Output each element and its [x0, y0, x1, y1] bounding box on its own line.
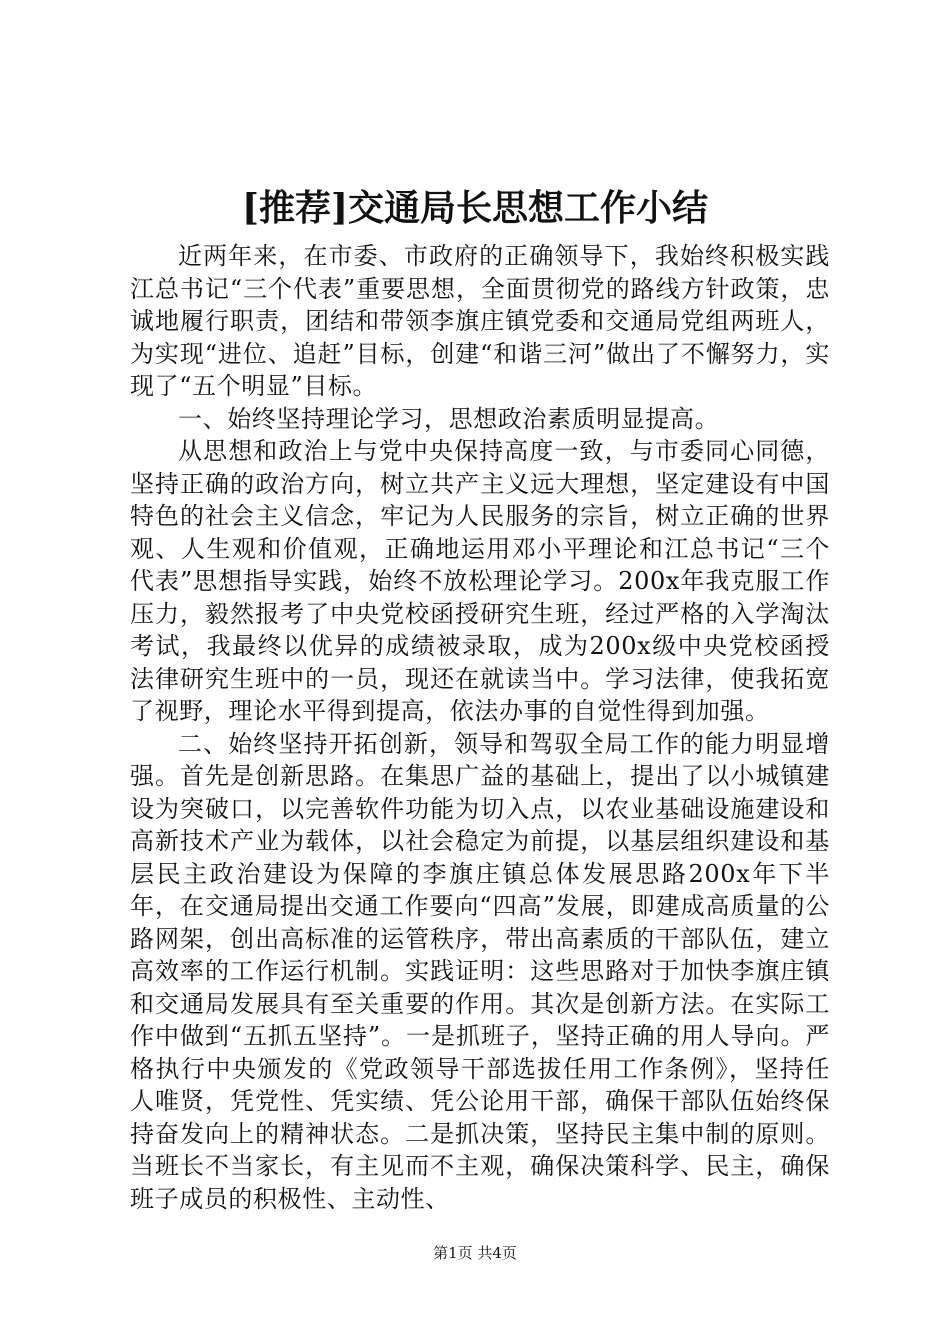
section-heading-1: 一、始终坚持理论学习，思想政治素质明显提高。: [178, 404, 720, 433]
document-body: [130, 240, 830, 1215]
paragraph-section-1: 从思想和政治上与党中央保持高度一致，与市委同心同德，坚持正确的政治方向，树立共产主义远大理想，坚定建设有中国特色的社会主义信念，牢记为人民服务的宗旨，树立正确的世界观、人生观和价值观，正确地运用邓小平理论和江总书记“三个代表”思想指导实践，始终不放松理论学习。200x年我克服工作压力，毅然报考了中央党校函授研究生班，经过严格的入学淘汰考试，我最终以优异的成绩被录取，成为200x级中央党校函授法律研究生班中的一员，现还在就读当中。学习法律，使我拓宽了视野，理论水平得到提高，依法办事的自觉性得到加强。: [130, 437, 830, 725]
page-number-footer: 第1页 共4页: [433, 1244, 517, 1262]
paragraph-intro: 近两年来，在市委、市政府的正确领导下，我始终积极实践江总书记“三个代表”重要思想，全面贯彻党的路线方针政策，忠诚地履行职责，团结和带领李旗庄镇党委和交通局党组两班人，为实现“进位、追赶”目标，创建“和谐三河”做出了不懈努力，实现了“五个明显”目标。: [130, 242, 830, 400]
paragraph-section-2: 二、始终坚持开拓创新，领导和驾驭全局工作的能力明显增强。首先是创新思路。在集思广益的基础上，提出了以小城镇建设为突破口，以完善软件功能为切入点，以农业基础设施建设和高新技术产业为载体，以社会稳定为前提，以基层组织建设和基层民主政治建设为保障的李旗庄镇总体发展思路200x年下半年，在交通局提出交通工作要向“四高”发展，即建成高质量的公路网架，创出高标准的运管秩序，带出高素质的干部队伍，建立高效率的工作运行机制。实践证明：这些思路对于加快李旗庄镇和交通局发展具有至关重要的作用。其次是创新方法。在实际工作中做到“五抓五坚持”。一是抓班子，坚持正确的用人导向。严格执行中央颁发的《党政领导干部选拔任用工作条例》，坚持任人唯贤，凭党性、凭实绩、凭公论用干部，确保干部队伍始终保持奋发向上的精神状态。二是抓决策，坚持民主集中制的原则。当班长不当家长，有主见而不主观，确保决策科学、民主，确保班子成员的积极性、主动性、: [130, 729, 830, 1213]
document-title: [推荐]交通局长思想工作小结: [241, 187, 709, 229]
